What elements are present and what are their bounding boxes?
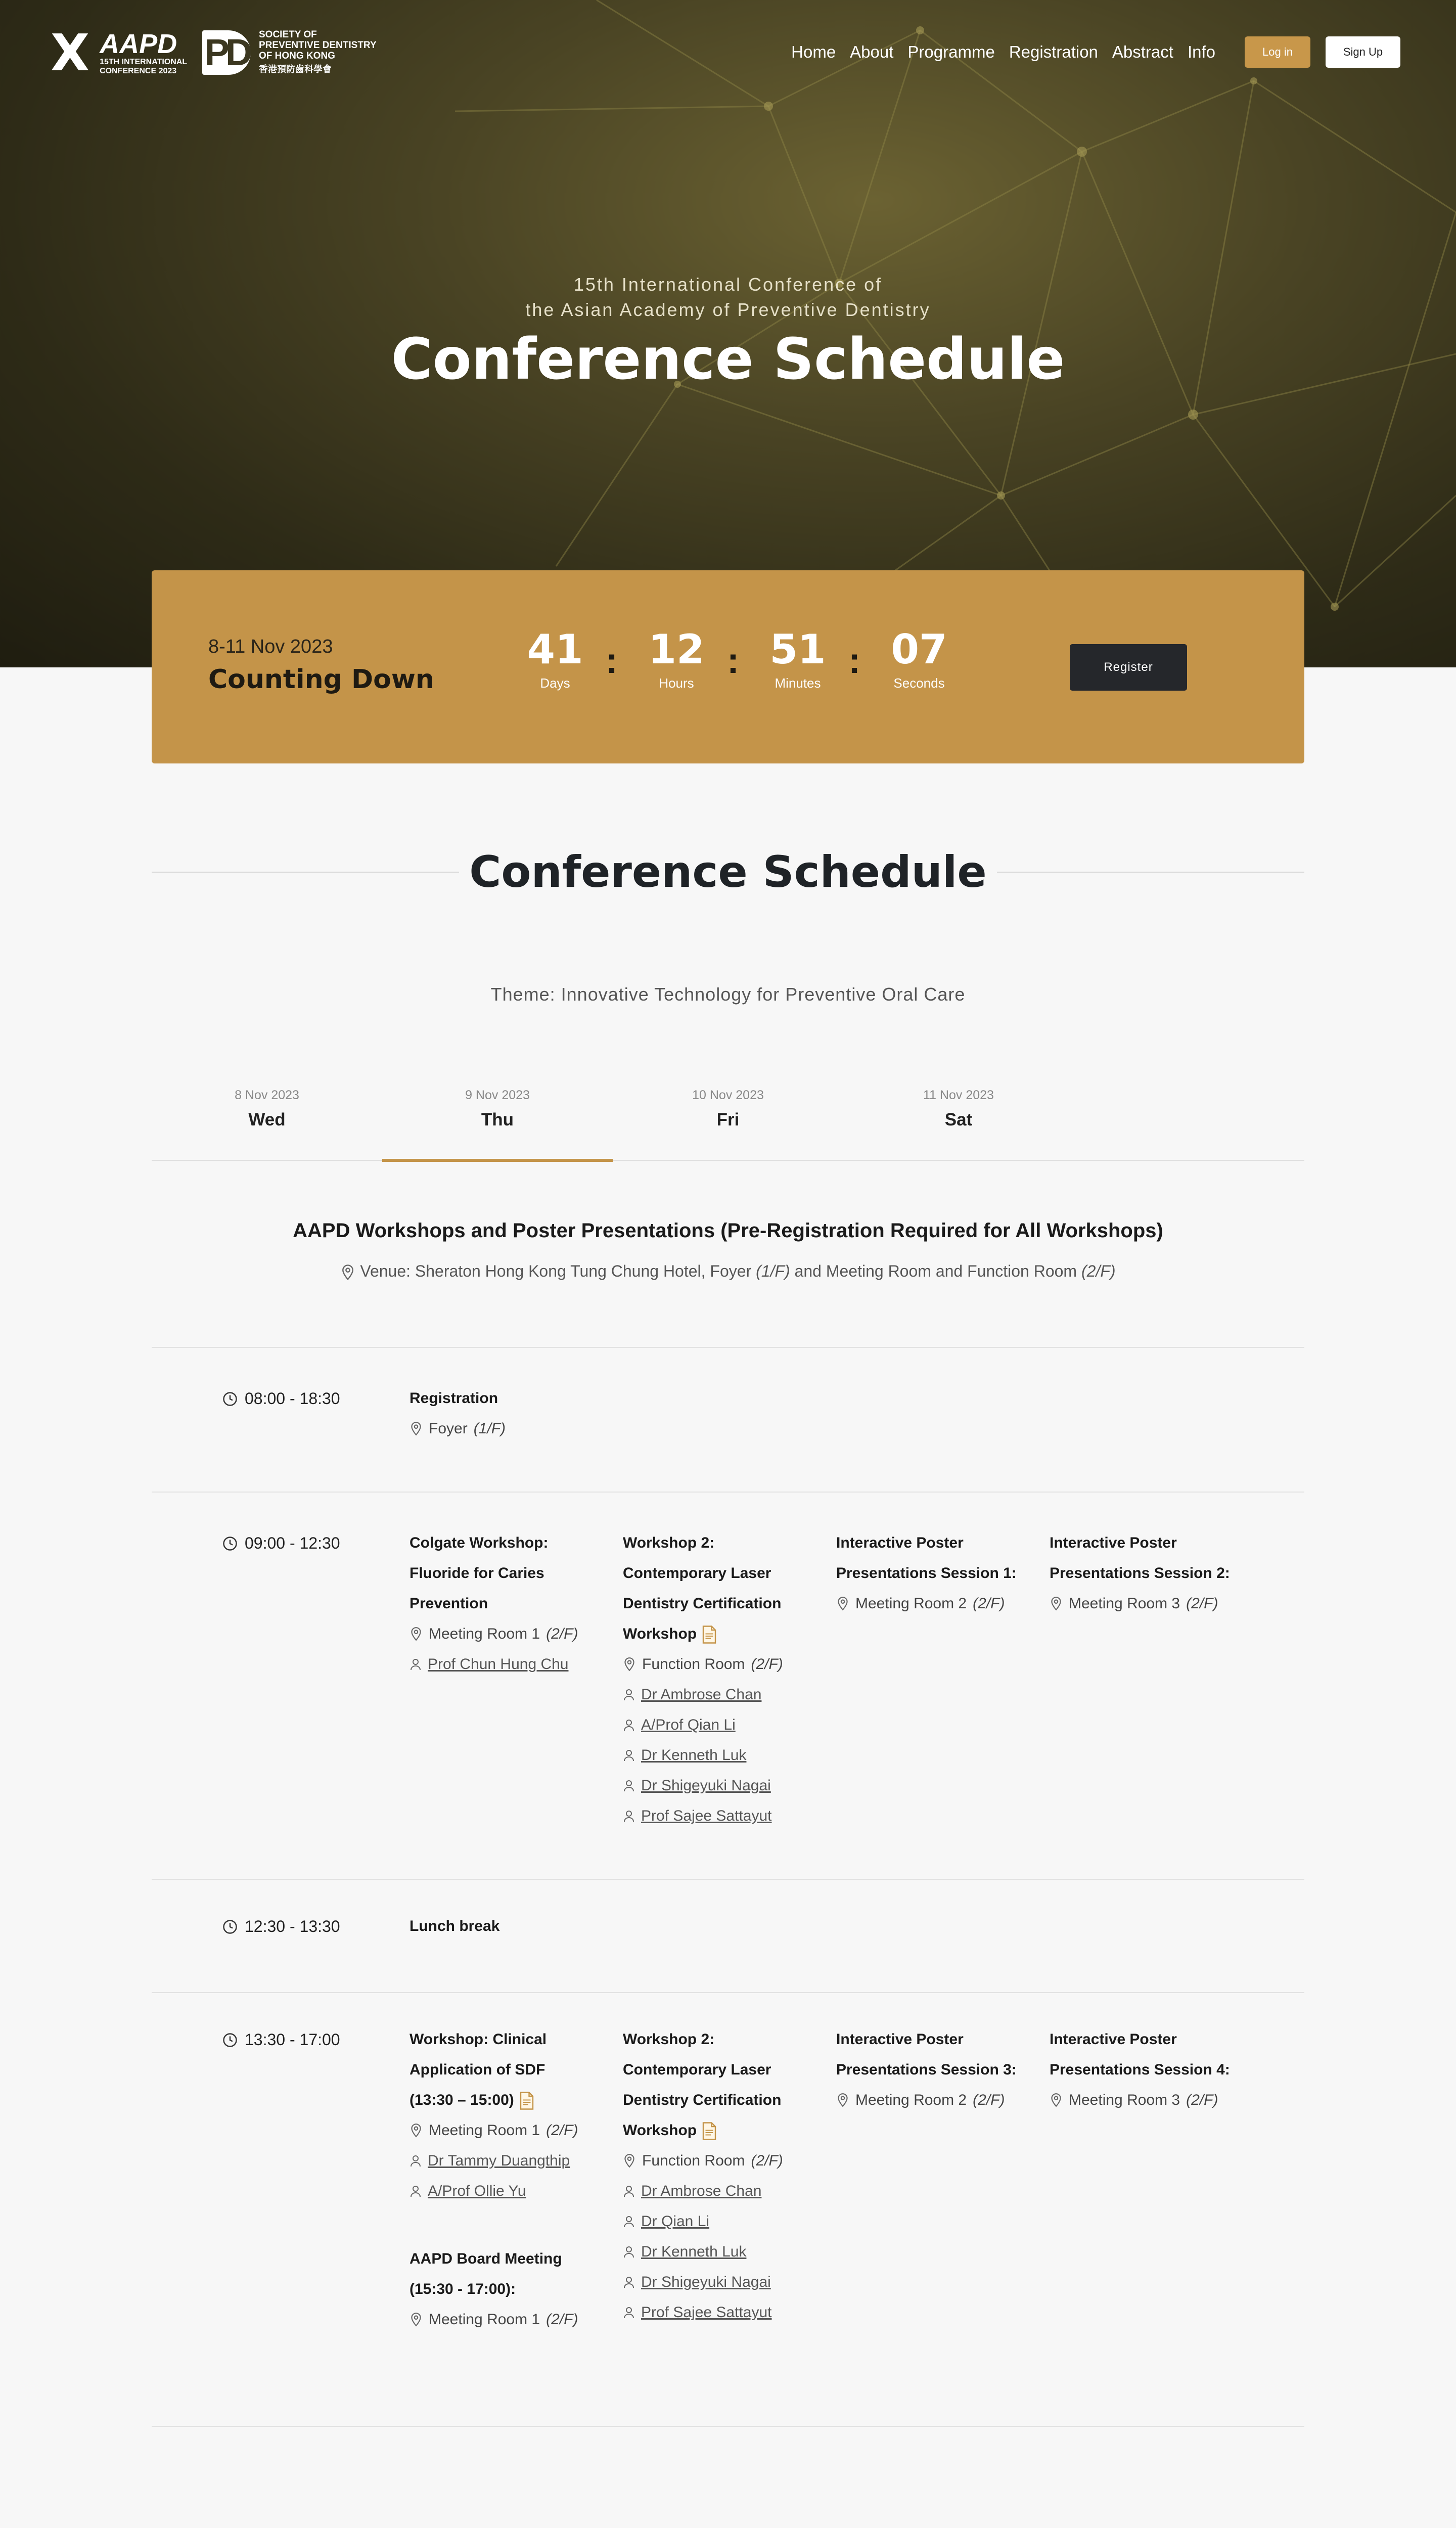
hero-title: Conference Schedule: [391, 327, 1065, 392]
speaker-link[interactable]: Prof Sajee Sattayut: [641, 2304, 772, 2321]
countdown-hours-value: 12: [648, 626, 705, 673]
tab-day: Wed: [248, 1110, 286, 1130]
pdf-document-icon[interactable]: [702, 1626, 717, 1644]
aapd-logo-line1: 15TH INTERNATIONAL: [100, 58, 188, 66]
conference-theme: Theme: Innovative Technology for Preventive Oral Care: [490, 984, 966, 1005]
session-title-text: Interactive Poster: [1050, 2031, 1177, 2048]
session-speaker: [623, 2297, 825, 2328]
countdown-days-value: 41: [527, 626, 583, 673]
session-title: [623, 1528, 825, 1558]
clock-icon: [222, 1536, 238, 1551]
clock-icon: [222, 1919, 238, 1934]
tab-day: Fri: [716, 1110, 740, 1130]
countdown-minutes-value: 51: [769, 626, 826, 673]
countdown-date: 8-11 Nov 2023: [208, 636, 333, 657]
session-title-text: Interactive Poster: [1050, 1534, 1177, 1551]
room-floor: (2/F): [546, 1626, 578, 1642]
countdown-panel: [152, 570, 1304, 763]
session-title-text: (15:30 - 17:00):: [410, 2281, 516, 2297]
spd-logo-line2: PREVENTIVE DENTISTRY: [259, 40, 377, 51]
person-icon: [410, 2185, 422, 2198]
session-card: [410, 1528, 612, 1680]
session-card: [836, 1528, 1038, 1619]
session-title-text: Prevention: [410, 1595, 488, 1612]
hero-subtitle-line2: the Asian Academy of Preventive Dentistry: [525, 299, 931, 320]
session-title-text: AAPD Board Meeting: [410, 2250, 562, 2267]
speaker-link[interactable]: Dr Tammy Duangthip: [428, 2152, 570, 2169]
location-pin-icon: [836, 1596, 849, 1611]
day-title: AAPD Workshops and Poster Presentations (Pre-Registration Required for All Workshops): [293, 1220, 1163, 1242]
session-title: [836, 1528, 1038, 1558]
row-divider: [152, 1879, 1304, 1880]
speaker-link[interactable]: Dr Kenneth Luk: [641, 2243, 747, 2260]
session-title: [623, 2024, 825, 2055]
venue-text: and Meeting Room and Function Room: [790, 1262, 1081, 1280]
session-speaker: [410, 1649, 612, 1680]
session-card: [410, 2244, 612, 2335]
location-pin-icon: [340, 1264, 355, 1281]
speaker-link[interactable]: Prof Sajee Sattayut: [641, 1808, 772, 1824]
session-title: [1050, 2024, 1252, 2055]
session-room: [1050, 2085, 1252, 2115]
countdown-hours-label: Hours: [659, 675, 694, 691]
session-title-text: Colgate Workshop:: [410, 1534, 549, 1551]
session-room: [410, 2305, 612, 2335]
clock-icon: [222, 1391, 238, 1407]
speaker-link[interactable]: Dr Shigeyuki Nagai: [641, 1777, 771, 1794]
venue-text: Venue: Sheraton Hong Kong Tung Chung Hotel, Foyer: [360, 1262, 756, 1280]
session-speaker: [623, 1710, 825, 1740]
session-title: [410, 1558, 612, 1589]
session-title: [623, 2085, 825, 2115]
session-room: [410, 2115, 612, 2146]
countdown-hours: [631, 627, 722, 691]
nav-home[interactable]: Home: [791, 42, 836, 61]
pdf-document-icon[interactable]: [519, 2092, 534, 2110]
session-card: [623, 2024, 825, 2328]
session-speaker: [623, 2176, 825, 2206]
session-card: [410, 1383, 612, 1444]
session-room: [623, 2146, 825, 2176]
tab-fri[interactable]: [613, 1082, 843, 1161]
countdown-minutes-label: Minutes: [775, 675, 821, 691]
nav-about[interactable]: About: [850, 42, 894, 61]
session-title-text: Dentistry Certification: [623, 1595, 782, 1612]
session-speaker: [623, 1740, 825, 1771]
countdown-seconds-value: 07: [891, 626, 947, 673]
time-slot: [222, 2030, 340, 2049]
room-name: Meeting Room 2: [855, 1595, 967, 1612]
location-pin-icon: [410, 1627, 423, 1642]
person-icon: [623, 1688, 635, 1701]
speaker-link[interactable]: Dr Ambrose Chan: [641, 2183, 762, 2199]
location-pin-icon: [410, 2312, 423, 2327]
room-floor: (2/F): [751, 1656, 783, 1673]
session-room: [836, 1589, 1038, 1619]
countdown-separator: :: [727, 641, 739, 681]
session-speaker: [623, 2237, 825, 2267]
room-floor: (2/F): [1186, 1595, 1218, 1612]
location-pin-icon: [1050, 2093, 1063, 2108]
tab-date: 10 Nov 2023: [692, 1088, 764, 1102]
spd-logo-mark: PD: [202, 30, 251, 75]
nav-abstract[interactable]: Abstract: [1112, 42, 1173, 61]
session-title: [1050, 1558, 1252, 1589]
session-room: [836, 2085, 1038, 2115]
session-title: [410, 2024, 612, 2055]
main-nav: [777, 36, 1400, 68]
session-title: [1050, 2055, 1252, 2085]
session-title-text: Contemporary Laser: [623, 2061, 771, 2078]
login-button[interactable]: Log in: [1245, 36, 1310, 68]
person-icon: [623, 1749, 635, 1762]
room-floor: (2/F): [1186, 2092, 1218, 2108]
session-title: [410, 1383, 612, 1414]
signup-button[interactable]: Sign Up: [1326, 36, 1400, 68]
session-title-text: Application of SDF: [410, 2061, 545, 2078]
session-speaker: [410, 2176, 612, 2206]
person-icon: [623, 2276, 635, 2289]
session-title: [1050, 1528, 1252, 1558]
time-text: 08:00 - 18:30: [245, 1389, 340, 1408]
session-title: [623, 1558, 825, 1589]
speaker-link[interactable]: A/Prof Ollie Yu: [428, 2183, 526, 2199]
session-title: [410, 2055, 612, 2085]
room-floor: (2/F): [546, 2122, 578, 2139]
hero-subtitle: [0, 272, 1456, 323]
session-title-text: Presentations Session 2:: [1050, 1565, 1230, 1582]
session-title: [836, 2055, 1038, 2085]
countdown-days: [510, 627, 601, 691]
room-name: Meeting Room 1: [429, 1626, 540, 1642]
room-floor: (2/F): [751, 2152, 783, 2169]
aapd-logo-name: AAPD: [100, 29, 177, 59]
countdown-label: Counting Down: [208, 664, 434, 695]
row-divider: [152, 2426, 1304, 2427]
tab-day: Sat: [944, 1110, 973, 1130]
session-room: [1050, 1589, 1252, 1619]
session-title-text: Workshop 2:: [623, 1534, 715, 1551]
session-title: [410, 2244, 612, 2274]
tab-date: 8 Nov 2023: [235, 1088, 299, 1102]
time-text: 13:30 - 17:00: [245, 2030, 340, 2049]
time-slot: [222, 1389, 340, 1408]
session-title: [623, 1589, 825, 1619]
room-name: Function Room: [642, 2152, 745, 2169]
session-title-text: Workshop 2:: [623, 2031, 715, 2048]
speaker-link[interactable]: Prof Chun Hung Chu: [428, 1656, 569, 1673]
session-title: [836, 2024, 1038, 2055]
location-pin-icon: [410, 1421, 423, 1436]
session-title-text: Registration: [410, 1390, 498, 1407]
time-slot: [222, 1917, 340, 1936]
nav-registration[interactable]: Registration: [1009, 42, 1098, 61]
person-icon: [623, 2245, 635, 2259]
session-title: [410, 2085, 612, 2115]
spd-logo[interactable]: [202, 29, 377, 75]
schedule-heading-block: [152, 839, 1304, 905]
session-title: [410, 1589, 612, 1619]
session-speaker: [623, 1801, 825, 1831]
session-card: [1050, 2024, 1252, 2115]
register-button[interactable]: Register: [1070, 644, 1187, 691]
time-text: 09:00 - 12:30: [245, 1534, 340, 1552]
tab-day: Thu: [481, 1110, 514, 1130]
session-speaker: [623, 1771, 825, 1801]
day-venue: [0, 1262, 1456, 1281]
session-title-text: Interactive Poster: [836, 2031, 964, 2048]
session-title-text: Dentistry Certification: [623, 2092, 782, 2108]
session-speaker: [623, 2267, 825, 2297]
session-title-text: Interactive Poster: [836, 1534, 964, 1551]
location-pin-icon: [836, 2093, 849, 2108]
day-tabs: [152, 1082, 1304, 1161]
location-pin-icon: [623, 1657, 636, 1672]
room-name: Meeting Room 2: [855, 2092, 967, 2108]
aapd-logo-mark: X: [51, 23, 90, 82]
person-icon: [410, 2154, 422, 2168]
session-room: [410, 1619, 612, 1649]
person-icon: [623, 1779, 635, 1792]
room-name: Meeting Room 1: [429, 2311, 540, 2328]
room-name: Meeting Room 3: [1069, 1595, 1180, 1612]
speaker-link[interactable]: Dr Ambrose Chan: [641, 1686, 762, 1703]
clock-icon: [222, 2033, 238, 2048]
hero-banner: [0, 0, 1456, 667]
aapd-logo-line2: CONFERENCE 2023: [100, 67, 177, 75]
nav-programme[interactable]: Programme: [907, 42, 995, 61]
session-title: [623, 2055, 825, 2085]
hero-subtitle-line1: 15th International Conference of: [573, 274, 883, 295]
room-name: Meeting Room 3: [1069, 2092, 1180, 2108]
tab-wed[interactable]: [152, 1082, 382, 1161]
person-icon: [623, 2215, 635, 2228]
session-title: [623, 1619, 825, 1649]
person-icon: [623, 1719, 635, 1732]
nav-info[interactable]: Info: [1187, 42, 1215, 61]
room-name: Function Room: [642, 1656, 745, 1673]
person-icon: [623, 2306, 635, 2319]
session-title-text: Contemporary Laser: [623, 1565, 771, 1582]
spd-logo-line3: OF HONG KONG: [259, 51, 335, 61]
session-title-text: Workshop: Clinical: [410, 2031, 547, 2048]
room-floor: (2/F): [973, 1595, 1005, 1612]
tab-sat[interactable]: [843, 1082, 1074, 1161]
tab-thu[interactable]: [382, 1082, 613, 1161]
spd-logo-line1: SOCIETY OF: [259, 29, 317, 40]
session-card: [1050, 1528, 1252, 1619]
person-icon: [623, 2185, 635, 2198]
aapd-logo[interactable]: [51, 23, 188, 82]
schedule-heading: Conference Schedule: [459, 847, 996, 897]
session-card: [410, 1911, 612, 1942]
session-title: [623, 2115, 825, 2146]
spd-logo-chinese: 香港預防齒科學會: [259, 64, 332, 74]
room-name: Foyer: [429, 1420, 468, 1437]
room-floor: (2/F): [973, 2092, 1005, 2108]
session-title-text: Lunch break: [410, 1918, 500, 1934]
countdown-seconds: [874, 627, 965, 691]
venue-floor: (2/F): [1081, 1262, 1116, 1280]
time-slot: [222, 1534, 340, 1553]
session-room: [410, 1414, 612, 1444]
session-speaker: [410, 2146, 612, 2176]
session-title: [836, 1558, 1038, 1589]
session-title: [410, 1528, 612, 1558]
room-floor: (2/F): [546, 2311, 578, 2328]
room-name: Meeting Room 1: [429, 2122, 540, 2139]
row-divider: [152, 1347, 1304, 1348]
session-title-text: Workshop: [623, 1626, 697, 1642]
countdown-separator: :: [606, 641, 618, 681]
session-room: [623, 1649, 825, 1680]
countdown-minutes: [752, 627, 843, 691]
venue-floor: (1/F): [756, 1262, 790, 1280]
speaker-link[interactable]: Dr Kenneth Luk: [641, 1747, 747, 1764]
countdown-separator: :: [848, 641, 860, 681]
location-pin-icon: [623, 2153, 636, 2169]
session-title-text: (13:30 – 15:00): [410, 2092, 514, 2108]
session-card: [623, 1528, 825, 1831]
session-title: [410, 2274, 612, 2305]
session-card: [410, 2024, 612, 2206]
session-title-text: Presentations Session 4:: [1050, 2061, 1230, 2078]
session-speaker: [623, 2206, 825, 2237]
speaker-link[interactable]: Dr Shigeyuki Nagai: [641, 2274, 771, 2290]
location-pin-icon: [1050, 1596, 1063, 1611]
row-divider: [152, 1492, 1304, 1493]
row-divider: [152, 1992, 1304, 1993]
countdown-days-label: Days: [540, 675, 570, 691]
time-text: 12:30 - 13:30: [245, 1917, 340, 1935]
room-floor: (1/F): [473, 1420, 506, 1437]
tab-date: 11 Nov 2023: [923, 1088, 994, 1102]
speaker-link[interactable]: A/Prof Qian Li: [641, 1717, 736, 1733]
person-icon: [410, 1658, 422, 1671]
session-title-text: Fluoride for Caries: [410, 1565, 544, 1582]
session-title: [410, 1911, 612, 1942]
session-title-text: Presentations Session 3:: [836, 2061, 1017, 2078]
speaker-link[interactable]: Dr Qian Li: [641, 2213, 710, 2230]
location-pin-icon: [410, 2123, 423, 2138]
session-card: [836, 2024, 1038, 2115]
countdown-seconds-label: Seconds: [893, 675, 945, 691]
tab-date: 9 Nov 2023: [465, 1088, 530, 1102]
person-icon: [623, 1810, 635, 1823]
session-title-text: Workshop: [623, 2122, 697, 2139]
session-speaker: [623, 1680, 825, 1710]
session-title-text: Presentations Session 1:: [836, 1565, 1017, 1582]
pdf-document-icon[interactable]: [702, 2122, 717, 2140]
